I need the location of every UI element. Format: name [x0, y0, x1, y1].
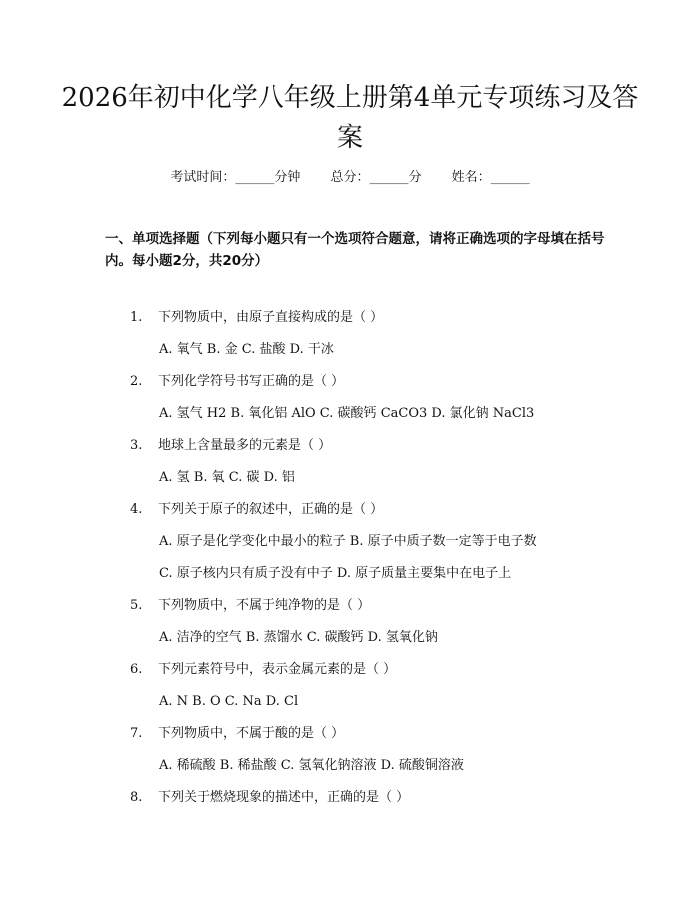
- document-title: 2026年初中化学八年级上册第4单元专项练习及答案: [61, 83, 639, 153]
- student-name-label: 姓名：______: [451, 170, 530, 185]
- question-number: 5.: [130, 598, 143, 613]
- question-4-options-line-1: A. 原子是化学变化中最小的粒子 B. 原子中质子数一定等于电子数: [159, 534, 537, 549]
- section-heading-single-choice: 一、单项选择题（下列每小题只有一个选项符合题意，请将正确选项的字母填在括号内。每小题2分，共20分）: [105, 231, 605, 269]
- question-5: [130, 597, 370, 615]
- question-4: [130, 501, 383, 519]
- question-3: [130, 437, 331, 455]
- question-number: 6.: [130, 662, 143, 677]
- question-4-options-line-2: C. 原子核内只有质子没有中子 D. 原子质量主要集中在电子上: [159, 566, 512, 581]
- question-1: [130, 309, 383, 327]
- question-2: [130, 373, 344, 391]
- question-stem: 下列关于燃烧现象的描述中，正确的是（ ）: [158, 790, 410, 805]
- question-2-options: A. 氢气 H2 B. 氧化铝 AlO C. 碳酸钙 CaCO3 D. 氯化钠 NaCl3: [159, 406, 535, 421]
- question-number: 2.: [130, 374, 143, 389]
- question-stem: 下列化学符号书写正确的是（ ）: [158, 374, 345, 389]
- question-5-options: A. 洁净的空气 B. 蒸馏水 C. 碳酸钙 D. 氢氧化钠: [159, 630, 438, 645]
- question-number: 4.: [130, 502, 143, 517]
- exam-time-label: 考试时间：______分钟: [170, 170, 301, 185]
- question-8: [130, 789, 409, 807]
- question-number: 3.: [130, 438, 143, 453]
- question-6: [130, 661, 396, 679]
- question-stem: 下列物质中，由原子直接构成的是（ ）: [158, 310, 384, 325]
- question-number: 1.: [130, 310, 143, 325]
- question-stem: 下列关于原子的叙述中，正确的是（ ）: [158, 502, 384, 517]
- question-7: [130, 725, 344, 743]
- total-score-label: 总分：______分: [330, 170, 422, 185]
- question-1-options: A. 氧气 B. 金 C. 盐酸 D. 干冰: [159, 342, 334, 357]
- question-stem: 下列元素符号中，表示金属元素的是（ ）: [158, 662, 397, 677]
- question-3-options: A. 氢 B. 氧 C. 碳 D. 铝: [159, 470, 295, 485]
- question-number: 7.: [130, 726, 143, 741]
- question-stem: 下列物质中，不属于酸的是（ ）: [158, 726, 345, 741]
- question-stem: 下列物质中，不属于纯净物的是（ ）: [158, 598, 371, 613]
- question-6-options: A. N B. O C. Na D. Cl: [159, 694, 299, 709]
- question-number: 8.: [130, 790, 143, 805]
- question-stem: 地球上含量最多的元素是（ ）: [158, 438, 332, 453]
- question-7-options: A. 稀硫酸 B. 稀盐酸 C. 氢氧化钠溶液 D. 硫酸铜溶液: [159, 758, 464, 773]
